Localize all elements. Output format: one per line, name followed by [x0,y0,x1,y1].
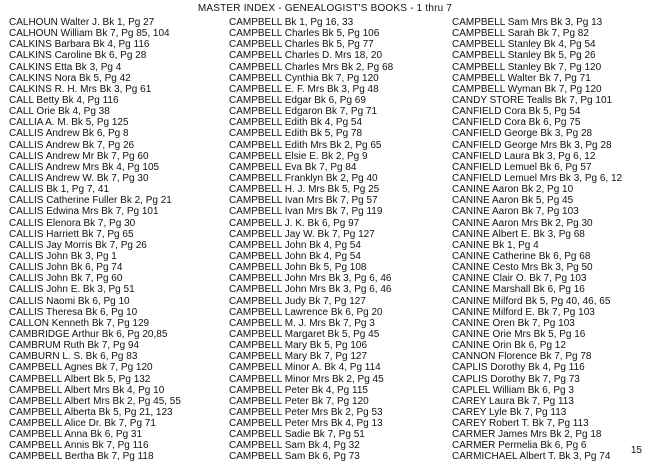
index-entry: CANFIELD George Mrs Bk 3, Pg 28 [452,139,612,151]
index-entry: CALLIS Bk 1, Pg 7, 41 [9,184,110,196]
index-entry: CAMPBELL Stanley Bk 4, Pg 54 [452,39,596,51]
index-entry: CAMPBELL Edith Mrs Bk 2, Pg 65 [229,139,382,151]
index-entry: CAMPBELL John Bk 4, Pg 54 [229,250,361,262]
index-entry: CANINE Milford Bk 5, Pg 40, 46, 65 [452,295,611,307]
index-entry: CAMPBELL Mary Bk 5, Pg 106 [229,340,368,352]
index-entry: CAMPBELL Charles Mrs Bk 2, Pg 68 [229,61,394,73]
index-entry: CALLIS John Bk 3, Pg 1 [9,250,117,262]
index-entry: CAMPBELL Wyman Bk 7, Pg 120 [452,83,602,95]
index-entry: CAMBRUM Ruth Bk 7, Pg 94 [9,340,140,352]
index-entry: CALLIS John Bk 7, Pg 60 [9,273,123,285]
index-entry: CAMPBELL Lawrence Bk 6, Pg 20 [229,306,383,318]
index-entry: CANINE Catherine Bk 6, Pg 68 [452,250,591,262]
index-entry: CAMPBELL Albert Bk 5, Pg 132 [9,373,151,385]
index-entry: CANINE Oren Bk 7, Pg 103 [452,317,575,329]
index-entry: CALLIS John E. Bk 3, Pg 51 [9,284,135,296]
page-number: 15 [630,445,642,456]
index-entry: CALLIS Elenora Bk 7, Pg 30 [9,217,136,229]
index-entry: CAMBRIDGE Arthur Bk 6, Pg 20,85 [9,328,168,340]
index-entry: CAMPBELL Peter Bk 4, Pg 115 [229,384,368,396]
index-entry: CANINE Aaron Bk 2, Pg 10 [452,184,574,196]
index-entry: CARMICHAEL Albert T. Bk 3, Pg 74 [452,451,611,463]
index-entry: CANINE Marshall Bk 6, Pg 16 [452,284,585,296]
index-entry: CANINE Bk 1, Pg 4 [452,239,539,251]
index-entry: CAMPBELL Agnes Bk 7, Pg 120 [9,362,153,374]
index-entry: CALLIS Andrew Bk 7, Pg 26 [9,139,135,151]
index-entry: CAMPBELL Elsie E. Bk 2, Pg 9 [229,150,368,162]
index-entry: CALHOUN William Bk 7, Pg 85, 104 [9,28,170,40]
index-entry: CAMPBELL Margaret Bk 5, Pg 45 [229,328,380,340]
index-entry: CALLIS Theresa Bk 6, Pg 10 [9,306,138,318]
index-entry: CAMPBELL Edgar Bk 6, Pg 69 [229,94,366,106]
index-entry: CAREY Robert T. Bk 7, Pg 113 [452,418,589,430]
index-entry: CAMPBELL Charles D. Mrs 18, 20 [229,50,383,62]
index-entry: CALLIS John Bk 6, Pg 74 [9,262,123,274]
index-entry: CANINE Milford E. Bk 7, Pg 103 [452,306,595,318]
index-entry: CAMPBELL M. J. Mrs Bk 7, Pg 3 [229,317,375,329]
index-entry: CANFIELD George Bk 3, Pg 28 [452,128,593,140]
index-entry: CAMPBELL John Mrs Bk 3, Pg 6, 46 [229,284,392,296]
index-entry: CAMPBELL Cynthia Bk 7, Pg 120 [229,72,379,84]
index-entry: CALLIS Edwina Mrs Bk 7, Pg 101 [9,206,159,218]
index-entry: CAPLEL William Bk 6, Pg 3 [452,384,574,396]
index-entry: CANFIELD Laura Bk 3, Pg 6, 12 [452,150,596,162]
index-entry: CALHOUN Walter J. Bk 1, Pg 27 [9,17,155,28]
index-entry: CAMPBELL Charles Bk 5, Pg 77 [229,39,374,51]
index-entry: CANINE Aaron Bk 5, Pg 45 [452,195,574,207]
index-entry: CALLIS Naomi Bk 6, Pg 10 [9,295,130,307]
index-entry: CAMPBELL Stanley Bk 7, Pg 120 [452,61,602,73]
index-entry: CAMPBELL E. F. Mrs Bk 3, Pg 48 [229,83,379,95]
index-entry: CAMBURN L. S. Bk 6, Pg 83 [9,351,138,363]
index-entry: CAMPBELL Minor Mrs Bk 2, Pg 45 [229,373,384,385]
index-entry: CANINE Aaron Bk 7, Pg 103 [452,206,579,218]
index-entry: CANINE Albert E. Bk 3, Pg 68 [452,228,585,240]
page-header [0,3,650,14]
index-entry: CANFIELD Lemuel Mrs Bk 3, Pg 6, 12 [452,172,623,184]
index-entry: CAMPBELL Franklyn Bk 2, Pg 40 [229,172,378,184]
index-entry: CAMPBELL Judy Bk 7, Pg 127 [229,295,366,307]
index-entry: CANFIELD Cora Bk 6, Pg 75 [452,117,581,129]
index-entry: CAMPBELL Stanley Bk 5, Pg 26 [452,50,596,62]
index-entry: CALL Betty Bk 4, Pg 116 [9,94,119,106]
index-entry: CALLIS Catherine Fuller Bk 2, Pg 21 [9,195,172,207]
index-entry: CALKINS Caroline Bk 6, Pg 28 [9,50,147,62]
index-entry: CAMPBELL Eva Bk 7, Pg 84 [229,161,357,173]
index-entry: CANFIELD Lemuel Bk 6, Pg 57 [452,161,592,173]
index-entry: CAMPBELL Charles Bk 5, Pg 106 [229,28,380,40]
index-entry: CALLIS Harriett Bk 7, Pg 65 [9,228,134,240]
index-entry: CAMPBELL Jay W. Bk 7, Pg 127 [229,228,375,240]
index-entry: CAMPBELL John Bk 4, Pg 54 [229,239,361,251]
page-title: MASTER INDEX - GENEALOGIST'S BOOKS - 1 thru 7 [197,3,453,14]
index-entry: CANFIELD Cora Bk 5, Pg 54 [452,106,581,118]
index-entry: CANINE Cesto Mrs Bk 3, Pg 50 [452,262,593,274]
index-entry: CAMPBELL Sam Bk 4, Pg 32 [229,440,360,452]
index-entry: CAMPBELL Sam Mrs Bk 3, Pg 13 [452,17,603,28]
index-entry: CAMPBELL Sam Bk 6, Pg 73 [229,451,360,463]
index-entry: CAMPBELL H. J. Mrs Bk 5, Pg 25 [229,184,380,196]
index-entry: CANINE Aaron Mrs Bk 2, Pg 30 [452,217,593,229]
index-entry: CAPLIS Dorothy Bk 7, Pg 73 [452,373,580,385]
index-entry: CAMPBELL Albert Mrs Bk 4, Pg 10 [9,384,165,396]
index-entry: CAMPBELL Peter Bk 7, Pg 120 [229,395,369,407]
index-entry: CAMPBELL Ivan Mrs Bk 7, Pg 119 [229,206,383,218]
index-entry: CAMPBELL Minor A. Bk 4, Pg 114 [229,362,381,374]
index-entry: CALLIS Andrew W. Bk 7, Pg 30 [9,172,149,184]
index-column-1 [9,17,181,463]
index-entry: CANINE Orie Mrs Bk 5, Pg 16 [452,328,586,340]
index-entry: CALLIS Andrew Mrs Bk 4, Pg 105 [9,161,160,173]
index-entry: CANDY STORE Tealls Bk 7, Pg 101 [452,94,613,106]
index-entry: CALKINS Etta Bk 3, Pg 4 [9,61,122,73]
index-entry: CAMPBELL Edgaron Bk 7, Pg 71 [229,106,378,118]
index-entry: CALKINS R. H. Mrs Bk 3, Pg 61 [9,83,152,95]
index-entry: CAREY Laura Bk 7, Pg 113 [452,395,574,407]
index-column-2 [229,17,393,463]
index-entry: CAMPBELL John Bk 5, Pg 108 [229,262,367,274]
index-entry: CAMPBELL J. K. Bk 6, Pg 97 [229,217,360,229]
index-entry: CAMPBELL John Mrs Bk 3, Pg 6, 46 [229,273,392,285]
index-entry: CAMPBELL Albert Mrs Bk 2, Pg 45, 55 [9,395,181,407]
index-entry: CAMPBELL Sadie Bk 7, Pg 51 [229,429,365,441]
index-entry: CAREY Lyle Bk 7, Pg 113 [452,406,567,418]
index-entry: CALLIS Jay Morris Bk 7, Pg 26 [9,239,147,251]
index-entry: CALLIA A. M. Bk 5, Pg 125 [9,117,129,129]
index-entry: CAMPBELL Peter Mrs Bk 4, Pg 13 [229,418,383,430]
index-entry: CAMPBELL Walter Bk 7, Pg 71 [452,72,591,84]
index-entry: CAMPBELL Peter Mrs Bk 2, Pg 53 [229,406,383,418]
index-entry: CANINE Orin Bk 6, Pg 12 [452,340,566,352]
index-entry: CANNON Florence Bk 7, Pg 78 [452,351,592,363]
index-entry: CALLON Kenneth Bk 7, Pg 129 [9,317,150,329]
index-entry: CAMPBELL Annis Bk 7, Pg 116 [9,440,149,452]
index-entry: CALLIS Andrew Bk 6, Pg 8 [9,128,129,140]
index-entry: CAMPBELL Mary Bk 7, Pg 127 [229,351,368,363]
index-entry: CANINE Clair O. Bk 7, Pg 103 [452,273,587,285]
index-entry: CAMPBELL Bk 1, Pg 16, 33 [229,17,354,28]
index-entry: CAMPBELL Bertha Bk 7, Pg 118 [9,451,154,463]
index-entry: CALKINS Nora Bk 5, Pg 42 [9,72,131,84]
index-column-3 [452,17,622,463]
index-entry: CAMPBELL Alice Dr. Bk 7, Pg 71 [9,418,156,430]
index-entry: CAMPBELL Ivan Mrs Bk 7, Pg 57 [229,195,378,207]
index-entry: CALL Orie Bk 4, Pg 38 [9,106,110,118]
index-entry: CALKINS Barbara Bk 4, Pg 116 [9,39,150,51]
index-entry: CALLIS Andrew Mr Bk 7, Pg 60 [9,150,149,162]
index-entry: CARMER Permelia Bk 6, Pg 6 [452,440,587,452]
index-entry: CAPLIS Dorothy Bk 4, Pg 116 [452,362,585,374]
index-entry: CARMER James Mrs Bk 2, Pg 18 [452,429,602,441]
index-entry: CAMPBELL Anna Bk 6, Pg 31 [9,429,143,441]
index-entry: CAMPBELL Sarah Bk 7, Pg 82 [452,28,589,40]
index-entry: CAMPBELL Edith Bk 5, Pg 78 [229,128,363,140]
index-entry: CAMPBELL Edith Bk 4, Pg 54 [229,117,363,129]
index-entry: CAMPBELL Alberta Bk 5, Pg 21, 123 [9,406,173,418]
